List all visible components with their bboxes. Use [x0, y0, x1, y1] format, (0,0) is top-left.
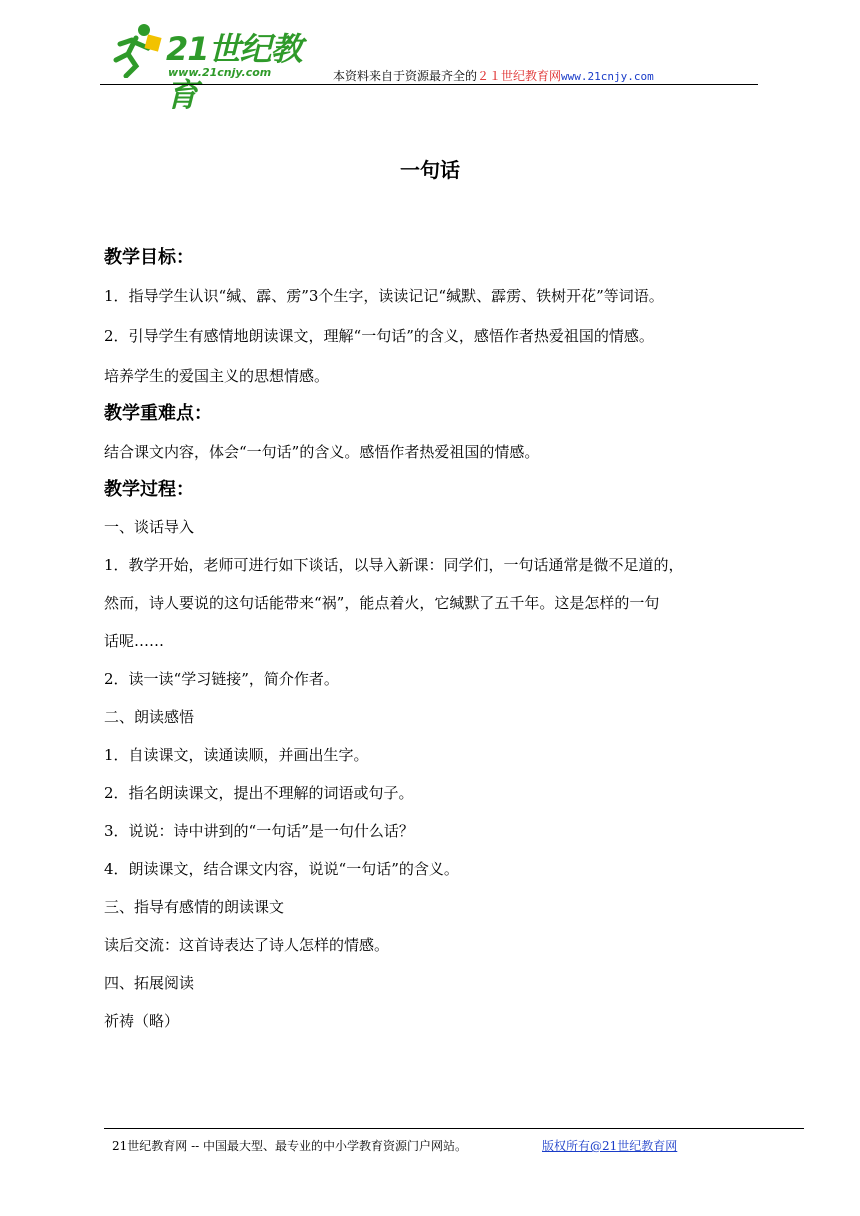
process-line: 2．指名朗读课文，提出不理解的词语或句子。 [104, 784, 414, 802]
process-line: 3．说说：诗中讲到的“一句话”是一句什么话？ [104, 822, 414, 840]
site-logo[interactable] [106, 20, 306, 114]
process-line: 2．读一读“学习链接”，简介作者。 [104, 670, 339, 688]
goals-heading: 教学目标： [104, 247, 194, 268]
tagline-brand-link[interactable]: ２１世纪教育网 [477, 69, 562, 83]
process-line: 1．教学开始，老师可进行如下谈话，以导入新课：同学们，一句话通常是微不足道的， [104, 556, 684, 574]
process-line: 祈祷（略） [104, 1012, 180, 1030]
process-line: 一、谈话导入 [104, 518, 195, 536]
tagline-url-link[interactable]: www.21cnjy.com [561, 70, 654, 83]
runner-logo-icon [106, 20, 164, 78]
process-line: 读后交流：这首诗表达了诗人怎样的情感。 [104, 936, 390, 954]
page-header [100, 18, 758, 114]
footer-copyright-link[interactable]: 版权所有@21世纪教育网 [542, 1139, 678, 1153]
key-points-text: 结合课文内容，体会“一句话”的含义。感悟作者热爱祖国的情感。 [104, 443, 540, 461]
goal-item: 培养学生的爱国主义的思想情感。 [104, 367, 330, 385]
process-line: 1．自读课文，读通读顺，并画出生字。 [104, 746, 369, 764]
footer-divider [104, 1128, 804, 1129]
header-divider [100, 84, 758, 85]
process-line: 三、指导有感情的朗读课文 [104, 898, 285, 916]
tagline-prefix: 本资料来自于资源最齐全的 [333, 69, 478, 83]
process-line: 然而，诗人要说的这句话能带来“祸”，能点着火，它缄默了五千年。这是怎样的一句 [104, 594, 660, 612]
document-body [104, 240, 764, 1040]
process-line: 话呢…… [104, 632, 165, 650]
process-heading: 教学过程： [104, 479, 194, 500]
logo-url: www.21cnjy.com [168, 66, 272, 79]
process-line: 四、拓展阅读 [104, 974, 195, 992]
goal-item: 2．引导学生有感情地朗读课文，理解“一句话”的含义，感悟作者热爱祖国的情感。 [104, 327, 654, 345]
logo-text: 21世纪教育 [166, 30, 302, 114]
footer-site-text: 21世纪教育网 -- 中国最大型、最专业的中小学教育资源门户网站。 [112, 1139, 468, 1153]
process-line: 二、朗读感悟 [104, 708, 195, 726]
key-points-heading: 教学重难点： [104, 403, 212, 424]
page-footer [104, 1128, 804, 1157]
goal-item: 1．指导学生认识“缄、霹、雳”3个生字，读读记记“缄默、霹雳、铁树开花”等词语。 [104, 287, 664, 305]
document-title: 一句话 [400, 158, 460, 182]
process-line: 4．朗读课文，结合课文内容，说说“一句话”的含义。 [104, 860, 459, 878]
header-tagline [333, 67, 654, 84]
